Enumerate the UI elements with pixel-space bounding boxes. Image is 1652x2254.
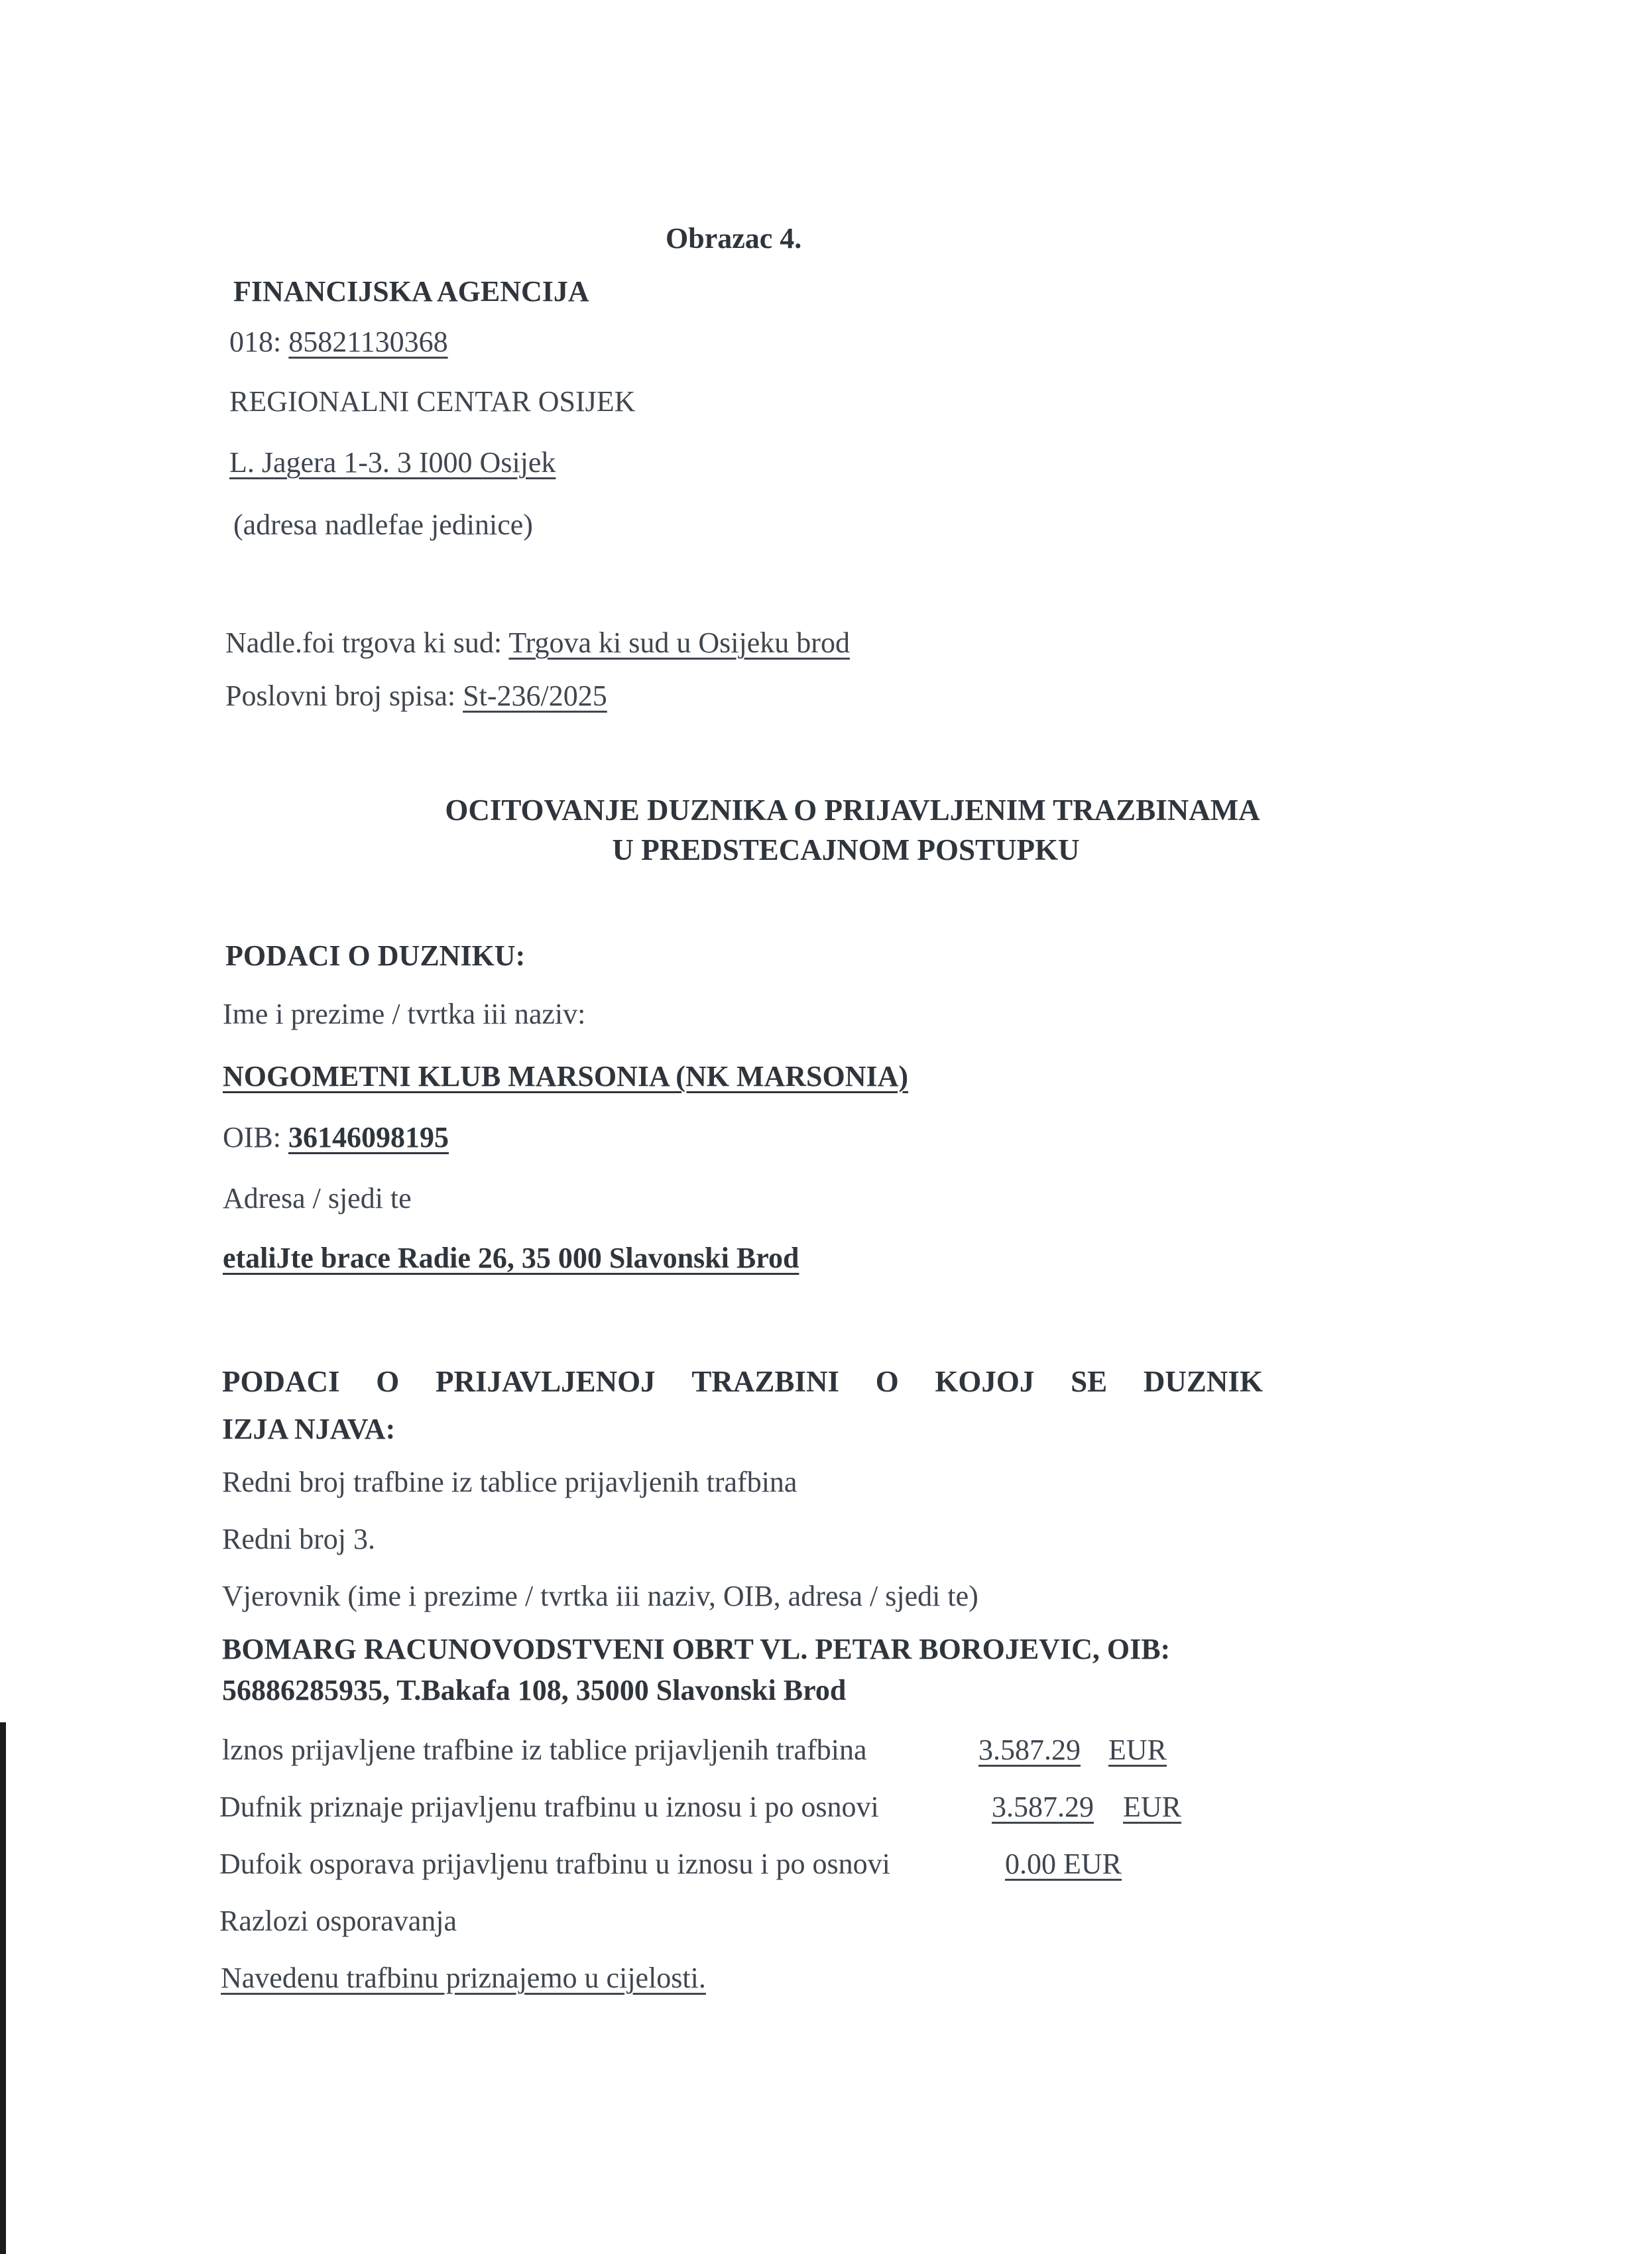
court-value: Trgova ki sud u Osijeku brod [508, 626, 850, 659]
amount-reported-label: lznos prijavljene trafbine iz tablice prijavljenih trafbina [222, 1734, 867, 1766]
debtor-oib-label: OIB: [223, 1121, 281, 1154]
amount-disputed-label: Dufoik osporava prijavljenu trafbinu u iznosu i po osnovi [219, 1848, 890, 1880]
claim-heading [222, 1367, 1263, 1397]
debtor-oib [223, 1123, 449, 1152]
agency-oib-label: 018: [229, 326, 282, 358]
creditor-line1: BOMARG RACUNOVODSTVENI OBRT VL. PETAR BOROJEVIC, OIB: [222, 1633, 1171, 1665]
scan-edge-bar [0, 1722, 6, 2254]
debtor-name-label: Ime i prezime / tvrtka iii naziv: [223, 998, 586, 1030]
creditor-line2: 56886285935, T.Bakafa 108, 35000 Slavonski Brod [222, 1674, 847, 1706]
case-value: St-236/2025 [463, 680, 607, 712]
creditor-label: Vjerovnik (ime i prezime / tvrtka iii naziv, OIB, adresa / sjedi te) [222, 1580, 978, 1612]
case-row [225, 682, 607, 711]
claim-heading-word: PRIJAVLJENOJ [435, 1365, 656, 1398]
debtor-address-value: etaliJte brace Radie 26, 35 000 Slavonski Brod [223, 1242, 799, 1274]
reasons-label: Razlozi osporavanja [219, 1905, 457, 1937]
document-title-line1: OCITOVANJE DUZNIKA O PRIJAVLJENIM TRAZBINAMA [445, 794, 1260, 827]
claim-ordinal-value: Redni broj 3. [222, 1523, 375, 1555]
amount-accepted-currency: EUR [1123, 1791, 1181, 1823]
claim-heading-word: DUZNIK [1143, 1365, 1263, 1398]
claim-heading-word: TRAZBINI [691, 1365, 839, 1398]
agency-center: REGIONALNI CENTAR OSIJEK [229, 385, 636, 418]
reasons-value: Navedenu trafbinu priznajemo u cijelosti. [221, 1962, 706, 1994]
amount-disputed-value: 0.00 EUR [1005, 1848, 1122, 1880]
debtor-oib-value: 36146098195 [288, 1121, 449, 1154]
agency-address-note: (adresa nadlefae jedinice) [233, 508, 533, 541]
amount-accepted-label: Dufnik priznaje prijavljenu trafbinu u iznosu i po osnovi [219, 1791, 879, 1823]
claim-heading-word: O [875, 1365, 899, 1398]
debtor-heading: PODACI O DUZNIKU: [225, 939, 526, 972]
agency-name: FINANCIJSKA AGENCIJA [233, 275, 589, 308]
document-title-line2: U PREDSTECAJNOM POSTUPKU [612, 833, 1080, 866]
agency-oib [229, 327, 448, 357]
amount-reported-currency: EUR [1108, 1734, 1167, 1766]
agency-address: L. Jagera 1-3. 3 I000 Osijek [229, 446, 556, 479]
court-row [225, 628, 850, 658]
case-label: Poslovni broj spisa: [225, 680, 456, 712]
debtor-name-value: NOGOMETNI KLUB MARSONIA (NK MARSONIA) [223, 1060, 909, 1093]
claim-heading-word: SE [1071, 1365, 1108, 1398]
debtor-address-label: Adresa / sjedi te [223, 1182, 412, 1215]
claim-heading-word: O [376, 1365, 400, 1398]
agency-oib-value: 85821130368 [288, 326, 448, 358]
claim-heading-word: PODACI [222, 1365, 340, 1398]
claim-heading-line2: IZJA NJAVA: [222, 1413, 396, 1445]
amount-accepted-value: 3.587.29 [992, 1791, 1094, 1823]
amount-reported-value: 3.587.29 [978, 1734, 1081, 1766]
form-label: Obrazac 4. [666, 222, 802, 255]
claim-heading-word: KOJOJ [935, 1365, 1035, 1398]
claim-ordinal-label: Redni broj trafbine iz tablice prijavljenih trafbina [222, 1466, 797, 1498]
court-label: Nadle.foi trgova ki sud: [225, 626, 502, 659]
